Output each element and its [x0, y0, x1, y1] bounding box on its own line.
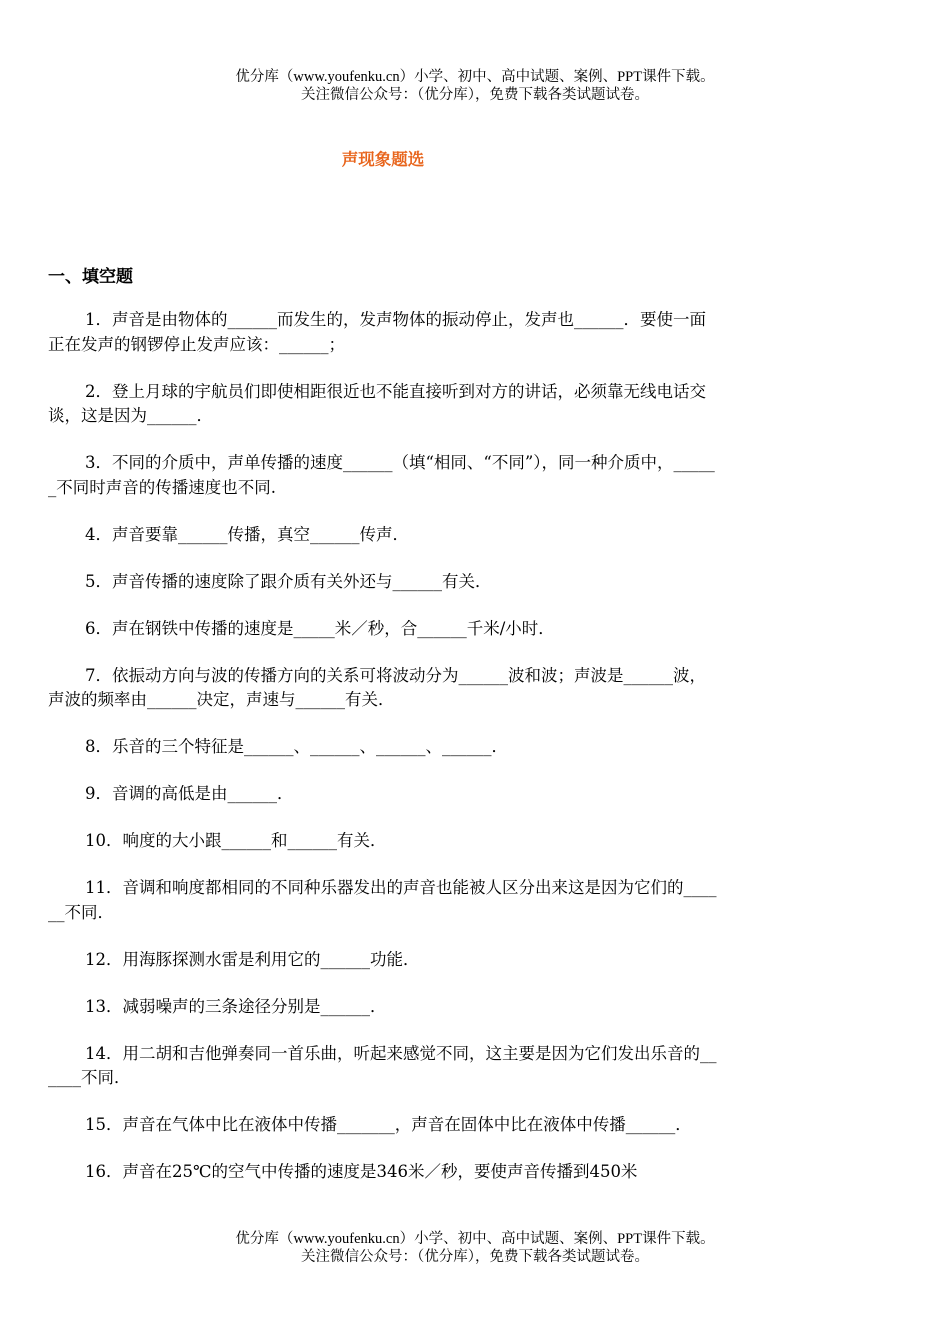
question-7: 7．依振动方向与波的传播方向的关系可将波动分为______波和波；声波是______波，声波的频率由______决定，声速与______有关．	[48, 665, 706, 709]
header-line-2: 关注微信公众号：（优分库），免费下载各类试题试卷。	[301, 87, 649, 103]
question-4: 4．声音要靠______传播，真空______传声．	[85, 524, 409, 544]
question-8: 8．乐音的三个特征是______、______、______、______．	[85, 737, 508, 756]
question-3: 3．不同的介质中，声单传播的速度______（填“相同、“不同”），同一种介质中，______不同时声音的传播速度也不同.	[48, 453, 715, 497]
question-11: 11．音调和响度都相同的不同种乐器发出的声音也能被人区分出来这是因为它们的______不同．	[48, 878, 717, 922]
question-10: 10．响度的大小跟______和______有关．	[85, 831, 387, 850]
question-16: 16．声音在25℃的空气中传播的速度是346米／秒，要使声音传播到450米	[85, 1162, 638, 1181]
header-line-1: 优分库（www.youfenku.cn）小学、初中、高中试题、案例、PPT课件下载。	[235, 69, 715, 85]
section-heading: 一、填空题	[48, 267, 133, 287]
question-15: 15．声音在气体中比在液体中传播_______，声音在固体中比在液体中传播______．	[85, 1115, 692, 1134]
question-12: 12．用海豚探测水雷是利用它的______功能．	[85, 949, 420, 969]
question-list	[48, 308, 720, 1207]
question-1: 1．声音是由物体的______而发生的，发声物体的振动停止，发声也______．要使一面正在发声的钢锣停止发声应该：______；	[48, 310, 706, 354]
question-14: 14．用二胡和吉他弹奏同一首乐曲，听起来感觉不同，这主要是因为它们发出乐音的______不同．	[48, 1043, 717, 1087]
question-2: 2．登上月球的宇航员们即使相距很近也不能直接听到对方的讲话，必须靠无线电话交谈，这是因为______．	[48, 381, 706, 425]
question-6: 6．声在钢铁中传播的速度是_____米／秒，合______千米/小时．	[85, 618, 555, 638]
page-footer	[0, 1230, 950, 1266]
question-5: 5．声音传播的速度除了跟介质有关外还与______有关．	[85, 571, 492, 591]
question-9: 9．音调的高低是由______．	[85, 784, 294, 803]
question-13: 13．减弱噪声的三条途径分别是______．	[85, 996, 387, 1016]
footer-line-1: 优分库（www.youfenku.cn）小学、初中、高中试题、案例、PPT课件下载。	[235, 1231, 715, 1247]
page-header	[0, 68, 950, 104]
footer-line-2: 关注微信公众号：（优分库），免费下载各类试题试卷。	[301, 1249, 649, 1265]
document-title: 声现象题选	[341, 150, 425, 169]
